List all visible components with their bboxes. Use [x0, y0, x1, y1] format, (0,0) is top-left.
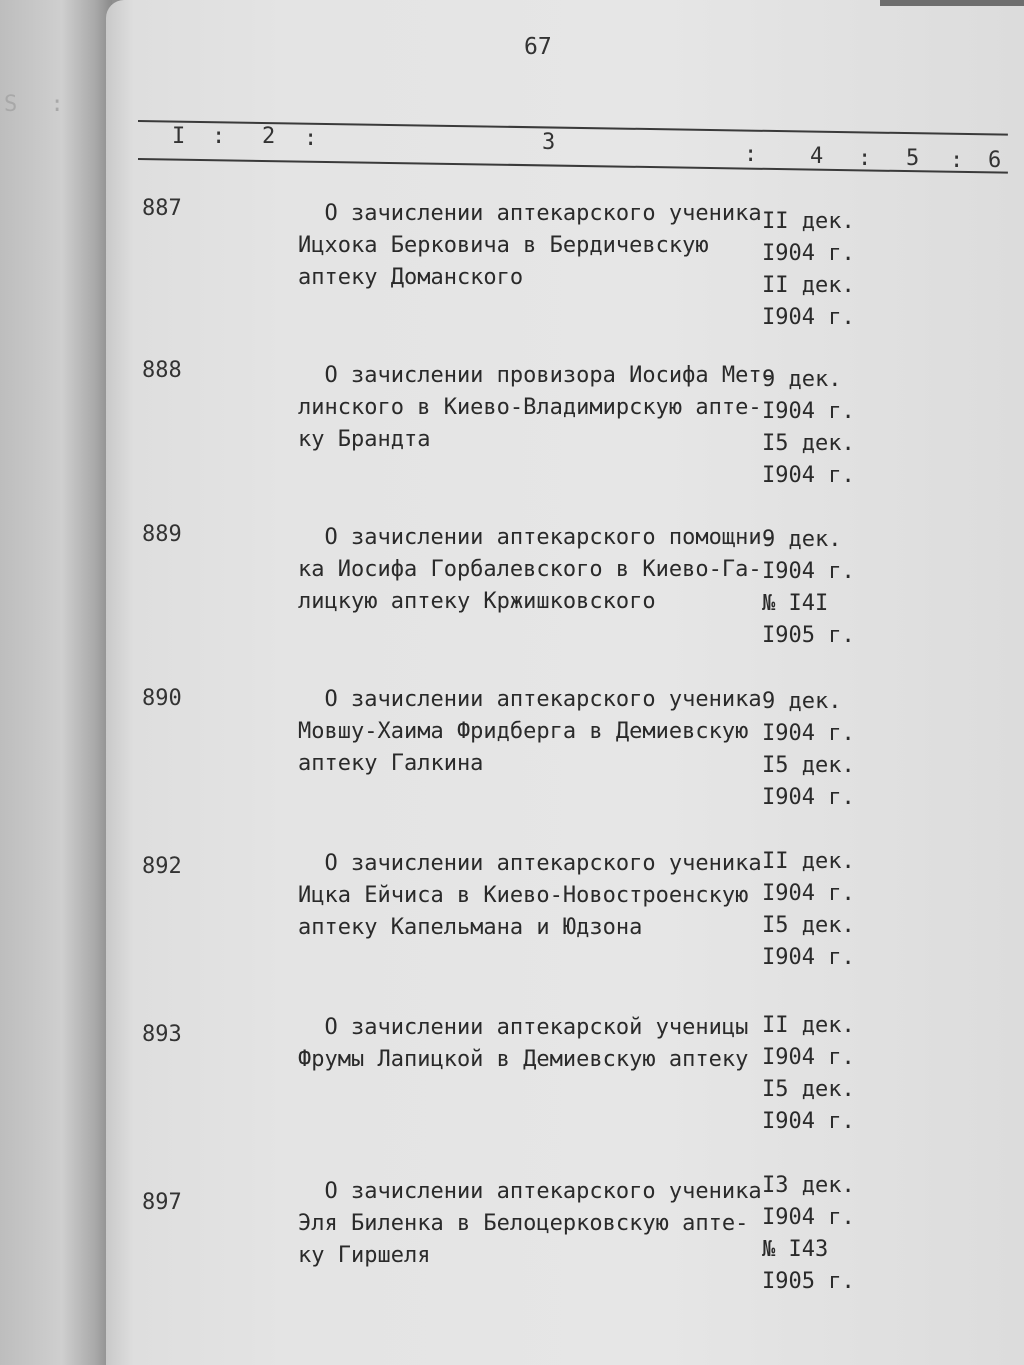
- entry-description: О зачислении аптекарского ученика Ицхока Берковича в Бердичевскую аптеку Доманского: [298, 201, 762, 290]
- entry-description: О зачислении аптекарского ученика Мовшу-Хаима Фридберга в Демиевскую аптеку Галкина: [298, 687, 762, 776]
- entry-number: 892: [142, 854, 182, 879]
- entry-dates: II дек. I904 г. I5 дек. I904 г.: [762, 849, 855, 970]
- column-header-3: 3: [542, 130, 556, 155]
- left-page-ghost-text: S :: [4, 92, 74, 117]
- column-separator: :: [744, 142, 758, 167]
- column-header-1: I: [172, 124, 186, 149]
- entry-description: О зачислении аптекарского ученика Ицка Ейчиса в Киево-Новостроенскую аптеку Капельмана и Юдзона: [298, 851, 762, 940]
- entry-dates: 9 дек. I904 г. I5 дек. I904 г.: [762, 689, 855, 810]
- entry-description: О зачислении провизора Иосифа Мет- линского в Киево-Владимирскую апте- ку Брандта: [298, 363, 775, 452]
- top-shadow: [880, 0, 1024, 6]
- entry-dates: I3 дек. I904 г. № I43 I905 г.: [762, 1173, 855, 1294]
- entry-number: 890: [142, 686, 182, 711]
- column-separator: :: [304, 126, 318, 151]
- entry-description: О зачислении аптекарской ученицы Фрумы Лапицкой в Демиевскую аптеку: [298, 1015, 749, 1072]
- column-header-6: 6: [988, 148, 1002, 173]
- column-separator: :: [212, 124, 226, 149]
- entry-dates: II дек. I904 г. I5 дек. I904 г.: [762, 1013, 855, 1134]
- entry-number: 887: [142, 196, 182, 221]
- entry-description: О зачислении аптекарского ученика Эля Биленка в Белоцерковскую апте- ку Гиршеля: [298, 1179, 762, 1268]
- page-number: 67: [524, 34, 552, 60]
- column-header-4: 4: [810, 144, 824, 169]
- entry-dates: 9 дек. I904 г. № I4I I905 г.: [762, 527, 855, 648]
- entry-dates: 9 дек. I904 г. I5 дек. I904 г.: [762, 367, 855, 488]
- entry-dates: II дек. I904 г. II дек. I904 г.: [762, 209, 855, 330]
- entry-number: 897: [142, 1190, 182, 1215]
- entry-description: О зачислении аптекарского помощни- ка Иосифа Горбалевского в Киево-Га- лицкую аптеку Кржишковского: [298, 525, 775, 614]
- left-page-edge: [0, 0, 112, 1365]
- column-separator: :: [950, 148, 964, 173]
- entry-number: 888: [142, 358, 182, 383]
- column-header-5: 5: [906, 146, 920, 171]
- column-separator: :: [858, 146, 872, 171]
- column-header-2: 2: [262, 124, 276, 149]
- entry-number: 893: [142, 1022, 182, 1047]
- entry-number: 889: [142, 522, 182, 547]
